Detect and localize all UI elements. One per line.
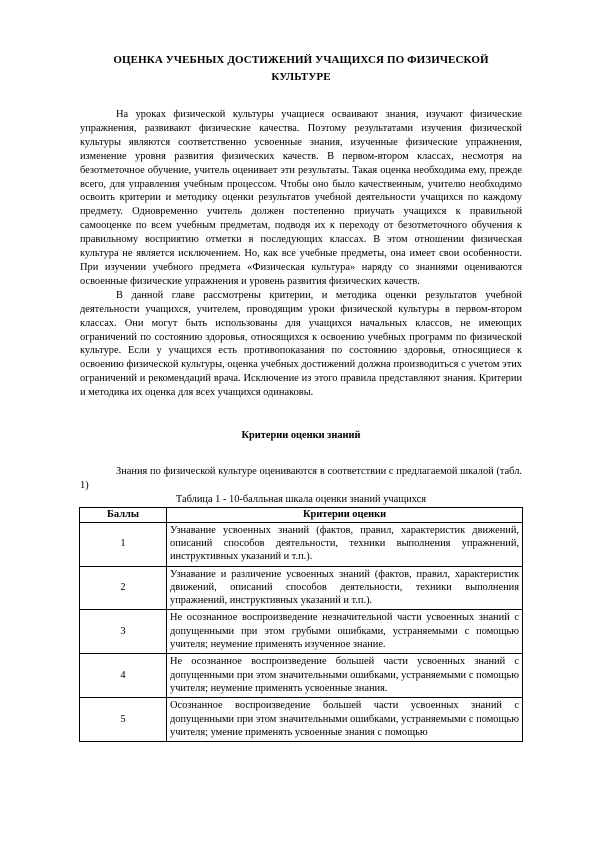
title-line-1: ОЦЕНКА УЧЕБНЫХ ДОСТИЖЕНИЙ УЧАЩИХСЯ ПО ФИЗИЧЕСКОЙ — [113, 54, 489, 66]
row-criteria: Осознанное воспроизведение большей части усвоенных знаний с допущенными при этом значительными ошибками, устраняемыми с помощью учителя; умение применять усвоенные знания с помощью — [167, 698, 523, 742]
table-row — [80, 522, 523, 566]
row-criteria: Не осознанное воспроизведение незначительной части усвоенных знаний с допущенными при этом грубыми ошибками, устраняемыми с помощью учителя; неумение применять изученное знание. — [167, 610, 523, 654]
row-criteria: Узнавание усвоенных знаний (фактов, правил, характеристик движений, описаний способов деятельности, техники выполнения упражнений, инструктивных указаний и т.п.). — [167, 522, 523, 566]
row-score: 4 — [80, 654, 167, 698]
table-caption: Таблица 1 - 10-балльная шкала оценки знаний учащихся — [175, 493, 427, 505]
row-score: 5 — [80, 698, 167, 742]
header-criteria: Критерии оценки — [167, 508, 523, 522]
row-criteria: Не осознанное воспроизведение большей части усвоенных знаний с допущенными при этом значительными ошибками, устраняемыми с помощью учителя; неумение применять усвоенные знания. — [167, 654, 523, 698]
table-row — [80, 698, 523, 742]
table-row — [80, 654, 523, 698]
table-row — [80, 610, 523, 654]
paragraph-chapter: В данной главе рассмотрены критерии, и методика оценки результатов учебной деятельности учащихся, учителем, проводящим уроки физической культуры в первом-втором классах. Они могут быть использованы для учащихся начальных классов, не имеющих ограничений по состоянию здоровья, относящихся к освоению учебных программ по физической культуре. Если у учащихся есть противопоказания по состоянию здоровья, относящиеся к освоению физической культуры, оценка учебных достижений должна производиться с учетом этих ограничений и рекомендаций врача. Исключение из этого правила представляют знания. Критерии и методика их оценка для всех учащихся одинаковы. — [80, 289, 522, 399]
grading-table — [79, 507, 523, 742]
header-score: Баллы — [80, 508, 167, 522]
row-score: 2 — [80, 566, 167, 610]
row-score: 1 — [80, 522, 167, 566]
document-page — [80, 52, 522, 742]
table-header-row — [80, 508, 523, 522]
row-criteria: Узнавание и различение усвоенных знаний (фактов, правил, характеристик движений, описаний способов деятельности, техники выполнения упражнений, инструктивных указаний и т.п.). — [167, 566, 523, 610]
paragraph-scale: Знания по физической культуре оцениваются в соответствии с предлагаемой шкалой (табл. 1) — [80, 466, 522, 491]
document-title — [80, 52, 522, 86]
section-title: Критерии оценки знаний — [241, 430, 361, 442]
table-row — [80, 566, 523, 610]
title-line-2: КУЛЬТУРЕ — [271, 71, 331, 83]
row-score: 3 — [80, 610, 167, 654]
paragraph-intro: На уроках физической культуры учащиеся осваивают знания, изучают физические упражнения, развивают физические качества. Поэтому результатами изучения физической культуры являются соответственно усвоенные знания, изученные физические упражнения, изменение уровня развития физических качеств. В первом-втором классах, несмотря на безотметочное обучение, учитель оценивает эти результаты. Такая оценка необходима ему, прежде всего, для управления учебным процессом. Чтобы оно было качественным, учителю необходимо освоить критерии и методику оценки результатов учебной деятельности учащихся по каждому предмету. Одновременно учитель должен постепенно приучать учащихся к правильной самооценке по всем учебным предметам, подводя их к переходу от безотметочного обучения к правильному восприятию отметки в последующих классах. В этом отношении физическая культура не является исключением. Но, как все учебные предметы, она имеет свои особенности. При изучении учебного предмета «Физическая культура» наряду со знаниями оцениваются освоенные физические упражнения и уровень развития физических качеств. — [80, 109, 522, 287]
